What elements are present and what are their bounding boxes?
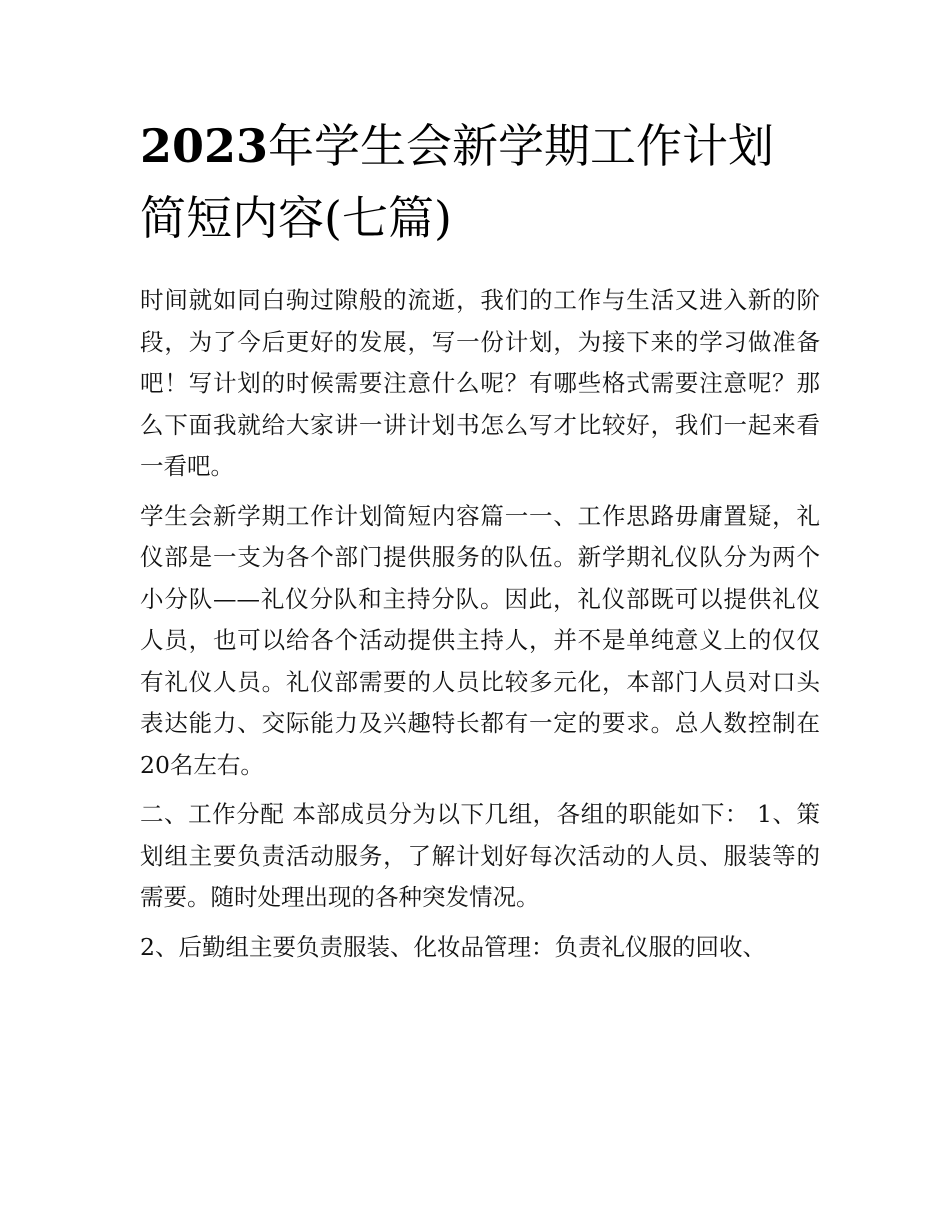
- section-one-paragraph: 学生会新学期工作计划简短内容篇一一、工作思路毋庸置疑，礼仪部是一支为各个部门提供服务的队伍。新学期礼仪队分为两个小分队——礼仪分队和主持分队。因此，礼仪部既可以提供礼仪人员，也可以给各个活动提供主持人，并不是单纯意义上的仅仅有礼仪人员。礼仪部需要的人员比较多元化，本部门人员对口头表达能力、交际能力及兴趣特长都有一定的要求。总人数控制在20名左右。: [140, 501, 820, 779]
- title-text: 年学生会新学期工作计划简短内容(七篇): [140, 119, 775, 245]
- document-title: [140, 110, 820, 254]
- document-body: [140, 280, 820, 976]
- work-allocation-paragraph: 二、工作分配 本部成员分为以下几组，各组的职能如下： 1、策划组主要负责活动服务，了解计划好每次活动的人员、服装等的需要。随时处理出现的各种突发情况。: [140, 800, 820, 911]
- logistics-paragraph: 2、后勤组主要负责服装、化妆品管理：负责礼仪服的回收、: [140, 932, 766, 961]
- intro-paragraph: 时间就如同白驹过隙般的流逝，我们的工作与生活又进入新的阶段，为了今后更好的发展，写一份计划，为接下来的学习做准备吧！写计划的时候需要注意什么呢？有哪些格式需要注意呢？那么下面我就给大家讲一讲计划书怎么写才比较好，我们一起来看一看吧。: [140, 286, 820, 480]
- title-year: 2023: [140, 119, 269, 173]
